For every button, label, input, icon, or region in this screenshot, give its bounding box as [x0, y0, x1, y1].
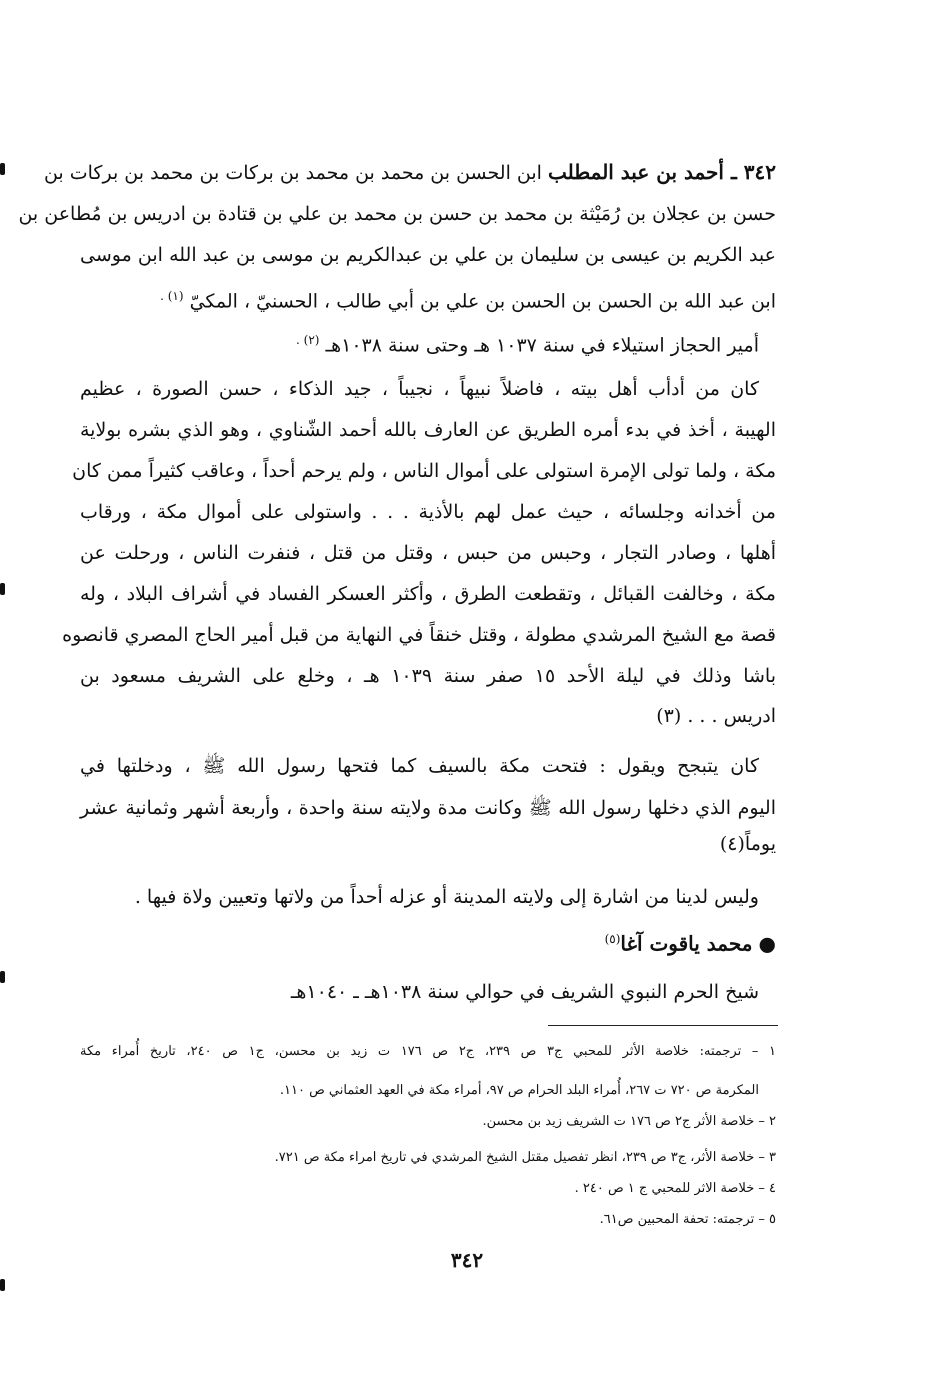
entry-heading: ٣٤٢ ـ أحمد بن عبد المطلب [547, 160, 776, 184]
bullet-icon: ● [758, 931, 776, 956]
page-number: ٣٤٢ [450, 1248, 484, 1272]
quote-line-1: كان يتبجح ويقول : فتحت مكة بالسيف كما فتحها رسول الله ﷺ ، ودخلتها في [80, 755, 759, 777]
bio-line-6: مكة ، وخالفت القبائل ، وتقطعت الطرق ، وأكثر العسكر الفساد في أشراف البلاد ، وله [80, 583, 776, 605]
entry-lineage: ابن الحسن بن محمد بن محمد بن بركات بن محمد بن بركات بن [43, 162, 542, 184]
scan-mark [0, 1279, 5, 1291]
footnote-divider [548, 1025, 778, 1026]
entry-line-4 [80, 284, 776, 313]
entry-line-1 [43, 160, 776, 185]
entry-line-3: عبد الكريم بن عيسى بن سليمان بن علي بن عبدالكريم بن موسى بن عبد الله ابن موسى [80, 244, 776, 266]
bio-line-8: باشا وذلك في ليلة الأحد ١٥ صفر سنة ١٠٣٩ هـ ، وخلع على الشريف مسعود بن [80, 665, 776, 687]
quote-line-2: اليوم الذي دخلها رسول الله ﷺ وكانت مدة ولايته سنة واحدة ، وأربعة أشهر وثمانية عشر [80, 797, 776, 819]
bio-line-4: من أخدانه وجلسائه ، حيث عمل لهم بالأذية . . . واستولى على أموال مكة ، ورقاب [80, 501, 776, 523]
emir-text: أمير الحجاز استيلاء في سنة ١٠٣٧ هـ وحتى سنة ١٠٣٨هـ [319, 334, 759, 357]
scan-mark [0, 971, 5, 983]
bio-line-1: كان من أدأب أهل بيته ، فاضلاً نبيهاً ، نجيباً ، جيد الذكاء ، حسن الصورة ، عظيم [80, 378, 759, 400]
bio-line-2: الهيبة ، أخذ في بدء أمره الطريق عن العارف بالله أحمد الشّناوي ، وهو الذي بشره بولاية [80, 419, 776, 441]
footnote-4: ٤ – خلاصة الاثر للمحبي ج ١ ص ٢٤٠ . [574, 1181, 776, 1196]
footnote-ref: (١) . [160, 289, 184, 303]
medina-paragraph: وليس لدينا من اشارة إلى ولايته المدينة أو عزله أحداً من ولاتها وتعيين ولاة فيها . [134, 886, 759, 908]
footnote-ref: (٥) [604, 932, 621, 946]
footnote-ref: (٢) . [296, 333, 320, 347]
footnote-3: ٣ – خلاصة الأثر، ج٣ ص ٢٣٩، انظر تفصيل مقتل الشيخ المرشدي في تاريخ امراء مكة ص ٧٢١. [274, 1150, 776, 1165]
entry-lineage-end: ابن عبد الله بن الحسن بن الحسن بن علي بن أبي طالب ، الحسنيّ ، المكيّ [189, 290, 776, 313]
footnote-1a: ١ – ترجمته: خلاصة الأثر للمحبي ج٣ ص ٢٣٩، ج٢ ص ١٧٦ ت زيد بن محسن، ج١ ص ٢٤٠، تاريخ أُمراء مكة [80, 1044, 777, 1059]
scan-mark [0, 163, 5, 175]
footnote-5: ٥ – ترجمته: تحفة المحبين ص٦١. [599, 1212, 776, 1227]
emir-paragraph [80, 328, 759, 357]
footnote-2: ٢ – خلاصة الأثر ج٢ ص ١٧٦ ت الشريف زيد بن محسن. [482, 1114, 776, 1129]
bio-line-3: مكة ، ولما تولى الإمرة استولى على أموال الناس ، ولم يرحم أحداً ، وعاقب كثيراً ممن كان [72, 460, 776, 482]
bio-line-9: ادريس . . . (٣) [656, 705, 776, 727]
subentry-title: محمد ياقوت آغا [620, 931, 753, 956]
subentry-heading [80, 927, 776, 956]
footnote-1b: المكرمة ص ٧٢٠ ت ٢٦٧، أُمراء البلد الحرام ص ٩٧، أمراء مكة في العهد العثماني ص ١١٠. [279, 1083, 759, 1098]
bio-line-7: قصة مع الشيخ المرشدي مطولة ، وقتل خنقاً في النهاية من قبل أمير الحاج المصري قانصوه [62, 624, 776, 646]
bio-line-5: أهلها ، وصادر التجار ، وحبس من حبس ، وقتل من قتل ، فنفرت الناس ، ورحلت عن [80, 542, 776, 564]
entry-line-2: حسن بن عجلان بن رُمَيْثة بن محمد بن حسن بن محمد بن علي بن قتادة بن ادريس بن مُطاعن بن [18, 203, 776, 225]
quote-line-3: يوماً(٤) [719, 833, 776, 855]
subentry-desc: شيخ الحرم النبوي الشريف في حوالي سنة ١٠٣٨هـ ـ ١٠٤٠هـ [290, 981, 759, 1003]
scan-mark [0, 583, 5, 595]
